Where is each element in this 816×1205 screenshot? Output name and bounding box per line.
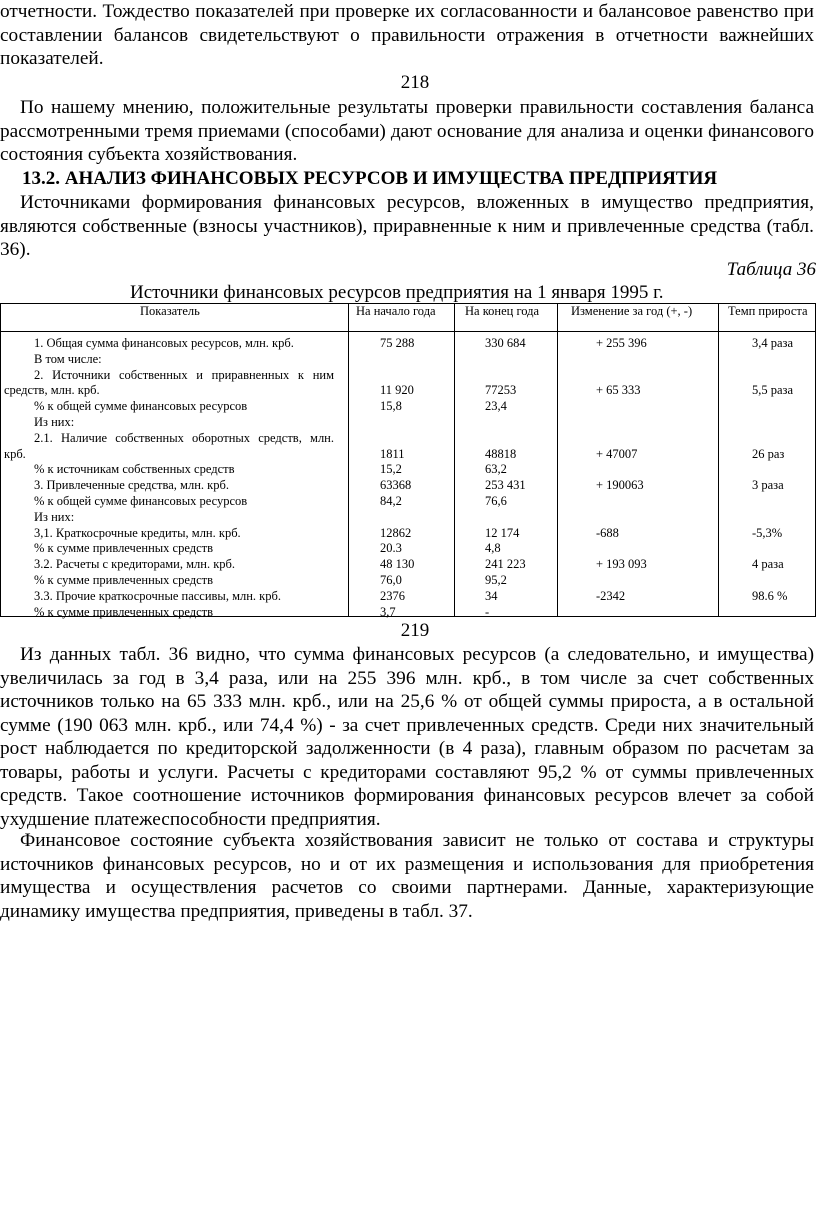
row-label: 1. Общая сумма финансовых ресурсов, млн. крб.	[34, 336, 294, 350]
row-growth: 5,5 раза	[752, 383, 794, 398]
table-row	[0, 336, 816, 352]
table-header-growth: Темп прироста	[728, 304, 808, 318]
row-end: 12 174	[485, 525, 520, 540]
row-change: -2342	[596, 588, 626, 603]
paragraph: Финансовое состояние субъекта хозяйствования зависит не только от состава и структуры источников финансовых ресурсов, но и от их размещения и использования для приобретения имущества и осуществления расчетов со своими партнерами. Данные, характеризующие динамику имущества предприятия, приведены в табл. 37.	[0, 830, 814, 922]
row-end: 4,8	[485, 541, 501, 556]
row-start: 2376	[380, 588, 405, 603]
page-number: 218	[400, 72, 430, 93]
table-row	[0, 510, 816, 526]
row-end: 48818	[485, 446, 517, 461]
row-label: % к сумме привлеченных средств	[34, 541, 213, 556]
row-end: 63,2	[485, 462, 507, 477]
row-label: В том числе:	[34, 351, 102, 366]
row-growth: -5,3%	[752, 525, 783, 540]
table-row	[0, 589, 816, 605]
table-row	[0, 399, 816, 415]
table-row	[0, 573, 816, 589]
table-header-end: На конец года	[465, 304, 540, 318]
row-label: 3.2. Расчеты с кредиторами, млн. крб.	[34, 557, 236, 572]
row-start: 15,8	[380, 399, 402, 414]
row-end: 241 223	[485, 557, 526, 572]
row-start: 12862	[380, 525, 412, 540]
row-start: 11 920	[380, 383, 414, 398]
row-label: % к сумме привлеченных средств	[34, 572, 213, 587]
row-change: + 255 396	[596, 336, 647, 350]
table-row	[0, 462, 816, 478]
table-label: Таблица 36	[726, 259, 816, 280]
row-label: 3. Привлеченные средства, млн. крб.	[34, 478, 229, 493]
row-label: 3,1. Краткосрочные кредиты, млн. крб.	[34, 525, 241, 540]
table-row	[0, 447, 816, 463]
row-end: 23,4	[485, 399, 507, 414]
row-start: 75 288	[380, 336, 415, 350]
row-growth: 3,4 раза	[752, 336, 794, 350]
paragraph: По нашему мнению, положительные результаты проверки правильности составления баланса рассмотренными тремя приемами (способами) дают основание для анализа и оценки финансового состояния субъекта хозяйствования.	[0, 97, 814, 165]
row-start: 63368	[380, 478, 412, 493]
row-label: % к общей сумме финансовых ресурсов	[34, 493, 248, 508]
section-heading: 13.2. АНАЛИЗ ФИНАНСОВЫХ РЕСУРСОВ И ИМУЩЕСТВА ПРЕДПРИЯТИЯ	[22, 168, 718, 189]
paragraph-continuation: отчетности. Тождество показателей при проверке их согласованности и балансовое равенство при составлении балансов свидетельствуют о правильности отражения в отчетности важнейших показателей.	[0, 1, 814, 69]
row-label: % к сумме привлеченных средств	[34, 604, 213, 619]
row-end: 77253	[485, 383, 517, 398]
row-start: 20.3	[380, 541, 402, 556]
table-row	[0, 541, 816, 557]
row-change: + 47007	[596, 446, 638, 461]
table-row	[0, 494, 816, 510]
table-row	[0, 352, 816, 368]
row-end: 95,2	[485, 572, 507, 587]
row-growth: 4 раза	[752, 557, 784, 572]
row-change: + 65 333	[596, 383, 641, 398]
row-start: 84,2	[380, 493, 402, 508]
row-growth: 26 раз	[752, 446, 785, 461]
row-end: -	[485, 604, 490, 619]
table-body	[0, 336, 816, 620]
row-start: 3,7	[380, 604, 396, 619]
table-row	[0, 383, 816, 399]
table-row	[0, 368, 816, 384]
table-row	[0, 526, 816, 542]
table-row	[0, 605, 816, 621]
table-header-change: Изменение за год (+, -)	[571, 304, 693, 318]
row-start: 15,2	[380, 462, 402, 477]
row-start: 1811	[380, 446, 405, 461]
row-change: + 190063	[596, 478, 644, 493]
row-start: 48 130	[380, 557, 415, 572]
row-change: + 193 093	[596, 557, 647, 572]
table-header-start: На начало года	[356, 304, 436, 318]
row-growth: 98.6 %	[752, 588, 788, 603]
table-row	[0, 557, 816, 573]
table-title: Источники финансовых ресурсов предприятия на 1 января 1995 г.	[130, 282, 664, 303]
row-end: 330 684	[485, 336, 526, 350]
row-start: 76,0	[380, 572, 402, 587]
row-label: % к общей сумме финансовых ресурсов	[34, 399, 248, 414]
table-row	[0, 478, 816, 494]
row-label: % к источникам собственных средств	[34, 462, 235, 477]
row-end: 76,6	[485, 493, 507, 508]
row-label: 2.1. Наличие собственных оборотных средств, млн.	[34, 430, 334, 445]
table-row	[0, 431, 816, 447]
row-change: -688	[596, 525, 619, 540]
row-label: средств, млн. крб.	[4, 383, 100, 398]
row-label: 2. Источники собственных и приравненных к ним	[34, 367, 334, 382]
table-header-rule	[0, 331, 816, 332]
row-label: крб.	[4, 446, 26, 461]
row-label: 3.3. Прочие краткосрочные пассивы, млн. крб.	[34, 588, 281, 603]
row-end: 34	[485, 588, 498, 603]
row-end: 253 431	[485, 478, 526, 493]
paragraph: Из данных табл. 36 видно, что сумма финансовых ресурсов (а следовательно, и имущества) увеличилась за год в 3,4 раза, или на 255 396 млн. крб., в том числе за счет собственных источников только на 65 333 млн. крб., или на 25,6 % от общей суммы прироста, а в остальной сумме (190 063 млн. крб., или 74,4 %) - за счет привлеченных средств. Среди них значительный рост наблюдается по кредиторской задолженности (в 4 раза), главным образом по расчетам за товары, работы и услуги. Расчеты с кредиторами составляют 95,2 % от суммы привлеченных средств. Такое соотношение источников формирования финансовых ресурсов влечет за собой ухудшение платежеспособности предприятия.	[0, 644, 814, 830]
table-row	[0, 415, 816, 431]
row-growth: 3 раза	[752, 478, 784, 493]
table-header-indicator: Показатель	[140, 304, 200, 318]
row-label: Из них:	[34, 414, 75, 429]
row-label: Из них:	[34, 509, 75, 524]
paragraph: Источниками формирования финансовых ресурсов, вложенных в имущество предприятия, являются собственные (взносы участников), приравненные к ним и привлеченные средства (табл. 36).	[0, 192, 814, 260]
page-number: 219	[400, 620, 430, 641]
